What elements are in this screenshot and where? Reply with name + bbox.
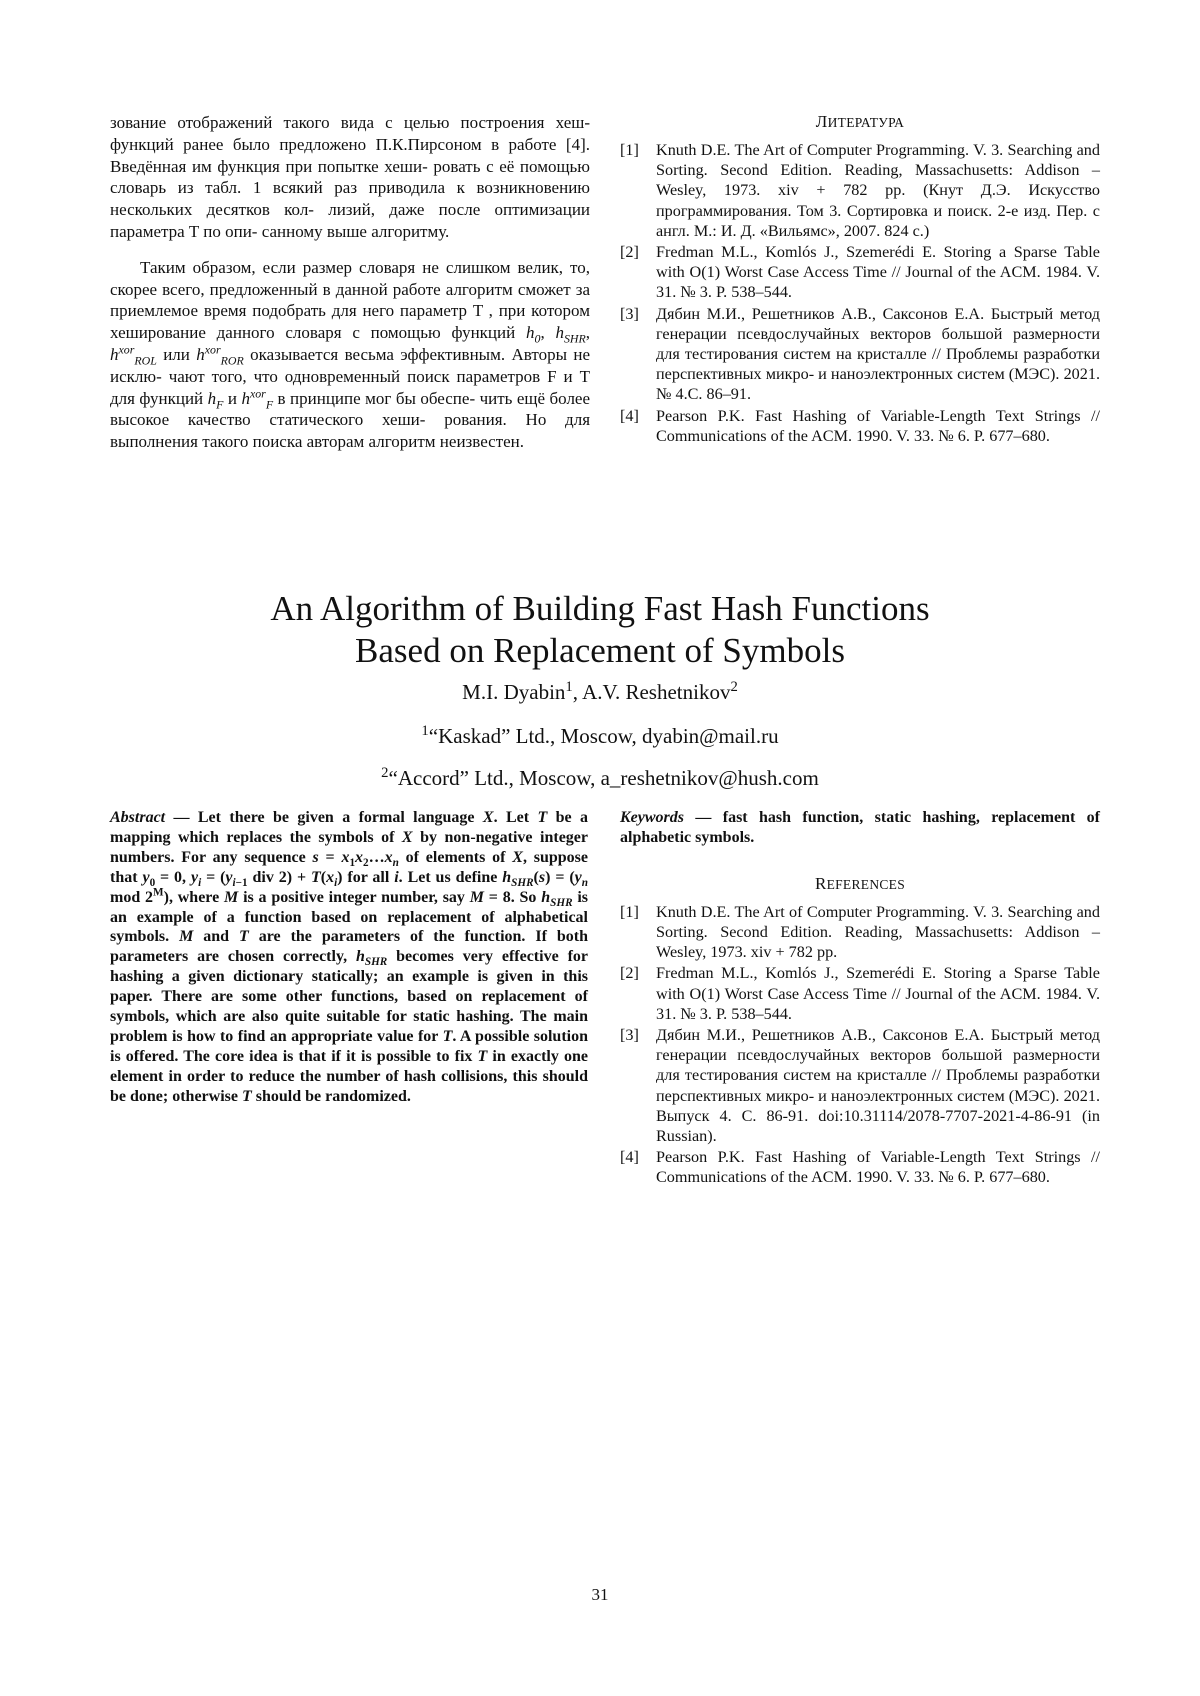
text-line: чить ещё более высокое качество статического хеши- [110, 388, 591, 430]
keywords: Keywords — fast hash function, static hashing, replacement of alphabetic symbols. [620, 809, 1101, 846]
literature-heading: ЛИТЕРАТУРА [815, 112, 905, 131]
references-heading: REFERENCES [814, 873, 906, 893]
text-line: словаря с помощью функций [285, 323, 516, 343]
reference-item: [2] Fredman M.L., Komlós J., Szemerédi E. Storing a Sparse Table with O(1) Worst Case Access Time // Journal of the ACM. 1984. V. 31. № 3. P. 538–544. [620, 243, 1100, 302]
text-line: лизий, даже после оптимизации параметра T по опи- [110, 200, 591, 241]
title-line-1: An Algorithm of Building Fast Hash Functions [270, 589, 930, 628]
reference-item: [4] Pearson P.K. Fast Hashing of Variable-Length Text Strings // Communications of the ACM. 1990. V. 33. № 6. P. 677–680. [620, 406, 1100, 445]
abstract: Abstract — Let there be given a formal language X. Let T be a mapping which replaces the symbols of X by non-negative integer numbers. For any sequence $s = x_1x_2\dots x_n$ of elements of X, suppose that $y_0 = 0$, $y_i = (y_{i-1}$ div $2) + T(x_i)$ for all i. Let us define $h_{SHR}(s) = (y_n$ mod $2^M$), where M is a positive integer number, say M = 8. So $h_{SHR}$ is an example of a function based on replacement of alphabetical symbols. M and T are the parameters of the function. If both parameters are chosen correctly, $h_{SHR}$ becomes very effective for hashing a given dictionary statically; an example is given in this paper. There are some other functions, based on replacement of symbols, which are also quite suitable for static hashing. The main problem is how to find an appropriate value for T. A possible solution is offered. The core idea is that if it is possible to fix T in exactly one element in order to reduce the number of hash collisions, this should be done; otherwise T should be randomized. [110, 809, 589, 1105]
affiliation-1: $^1$“Kaskad” Ltd., Moscow, dyabin@mail.ru [421, 723, 779, 748]
authors: M.I. Dyabin$^1$, A.V. Reshetnikov$^2$ [462, 679, 738, 704]
reference-item: [1] Knuth D.E. The Art of Computer Programming. V. 3. Searching and Sorting. Second Edition. Reading, Massachusetts: Addison – Wesley, 1973. xiv + 782 pp. (Кнут Д.Э. Искусство программирования. Том 3. Сортировка и поиск. 2-е изд. Пер. с англ. М.: И. Д. «Вильямс», 2007. 824 с.) [620, 141, 1100, 240]
keywords-label: Keywords [620, 809, 684, 826]
text-line: приводила к возникновению нескольких десятков кол- [110, 178, 590, 220]
text-line: рования. Но для выполнения такого поиска авторам [110, 410, 591, 452]
keywords-text: fast hash function, static hashing, replacement of alphabetic symbols. [620, 809, 1101, 846]
math-hshr: $h_{SHR}$ [555, 323, 586, 346]
ru-body-column [110, 112, 590, 453]
text-word: или [163, 344, 190, 364]
text-line: алгоритм неизвестен. [368, 432, 525, 452]
affiliation-2: $^2$“Accord” Ltd., Moscow, a_reshetnikov@hush.com [381, 765, 819, 790]
title-line-2: Based on Replacement of Symbols [355, 631, 845, 670]
text-line: алгоритм сможет за приемлемое время подобрать для [110, 279, 591, 321]
ru-paragraph-2: Таким образом, если размер словаря не слишком велик, то, скорее всего, предложенный в данной работе алгоритм сможет за приемлемое время подобрать для него параметр T , при котором хеширование данного словаря с помощью функций $h_0$, $h_{SHR}$, $h^{xor}_{ROL}$ или $h^{xor}_{ROR}$ оказывается весьма эффективным. Авторы не исклю- чают того, что одновременный поиск параметров F и T для функций $h_F$ и $h^{xor}_F$ в принципе мог бы обеспе- чить ещё более высокое качество статического хеши- рования. Но для выполнения такого поиска авторам алгоритм неизвестен. [110, 257, 591, 452]
abstract-label: Abstract [110, 809, 166, 826]
reference-item: [1] Knuth D.E. The Art of Computer Programming. V. 3. Searching and Sorting. Second Edition. Reading, Massachusetts: Addison – Wesley, 1973. xiv + 782 pp. [620, 902, 1100, 962]
author-2: A.V. Reshetnikov [582, 680, 731, 704]
text-word: и [227, 388, 237, 408]
reference-item: [2] Fredman M.L., Komlós J., Szemerédi E. Storing a Sparse Table with O(1) Worst Case Access Time // Journal of the ACM. 1984. V. 31. № 3. P. 538–544. [620, 964, 1100, 1023]
math-hf: $h_F$ [207, 388, 224, 411]
ru-paragraph-1 [110, 112, 590, 243]
math-hrol: $h^{xor}_{ROL}$ [110, 342, 157, 368]
text-line: работе [4]. Введённая им функция при попытке хеши- [110, 134, 590, 176]
math-h0: $h_0$ [526, 323, 541, 346]
math-hror: $h^{xor}_{ROR}$ [196, 342, 244, 368]
author-1: M.I. Dyabin [462, 680, 566, 704]
paper-title [0, 588, 1200, 672]
text-line: в принципе мог бы обеспе- [277, 388, 476, 408]
reference-item: [3] Дябин М.И., Решетников А.В., Саксонов Е.А. Быстрый метод генерации псевдослучайных векторов большой размерности для тестирования систем на кристалле // Проблемы разработки перспективных микро- и наноэлектронных систем (МЭС). 2021. № 4.С. 86–91. [620, 304, 1100, 404]
reference-item: [3] Дябин М.И., Решетников А.В., Саксонов Е.А. Быстрый метод генерации псевдослучайных векторов большой размерности для тестирования систем на кристалле // Проблемы разработки перспективных микро- и наноэлектронных систем (МЭС). 2021. Выпуск 4. С. 86-91. doi:10.31114/2078-7707-2021-4-86-91 (in Russian). [620, 1026, 1100, 1146]
text-line: санному выше алгоритму. [261, 221, 450, 241]
text-line: оказывается весьма эффективным. Авторы не исклю- [110, 344, 591, 386]
page-number: 31 [591, 1585, 609, 1604]
ru-references-column [620, 112, 1100, 447]
en-right-column [620, 808, 1100, 1189]
text-line: ровать с её помощью словарь из табл. 1 всякий раз [110, 156, 590, 198]
text-line: чают того, что одновременный поиск параметров F и [168, 366, 573, 386]
text-line: хеш-функций ранее было предложено П.К.Пирсоном в [110, 113, 590, 154]
math-hfxor: $h^{xor}_F$ [241, 385, 274, 411]
text-line: него параметр T , при котором хеширование данного [110, 301, 590, 343]
reference-item: [4] Pearson P.K. Fast Hashing of Variable-Length Text Strings // Communications of the ACM. 1990. V. 33. № 6. P. 677–680. [620, 1148, 1100, 1187]
text-line: T для функций [110, 366, 590, 408]
text-line: Таким образом, если размер словаря не слишком [140, 257, 511, 277]
text-line: велик, то, скорее всего, предложенный в данной работе [110, 257, 591, 299]
text-line: зование отображений такого вида с целью построения [110, 113, 545, 132]
